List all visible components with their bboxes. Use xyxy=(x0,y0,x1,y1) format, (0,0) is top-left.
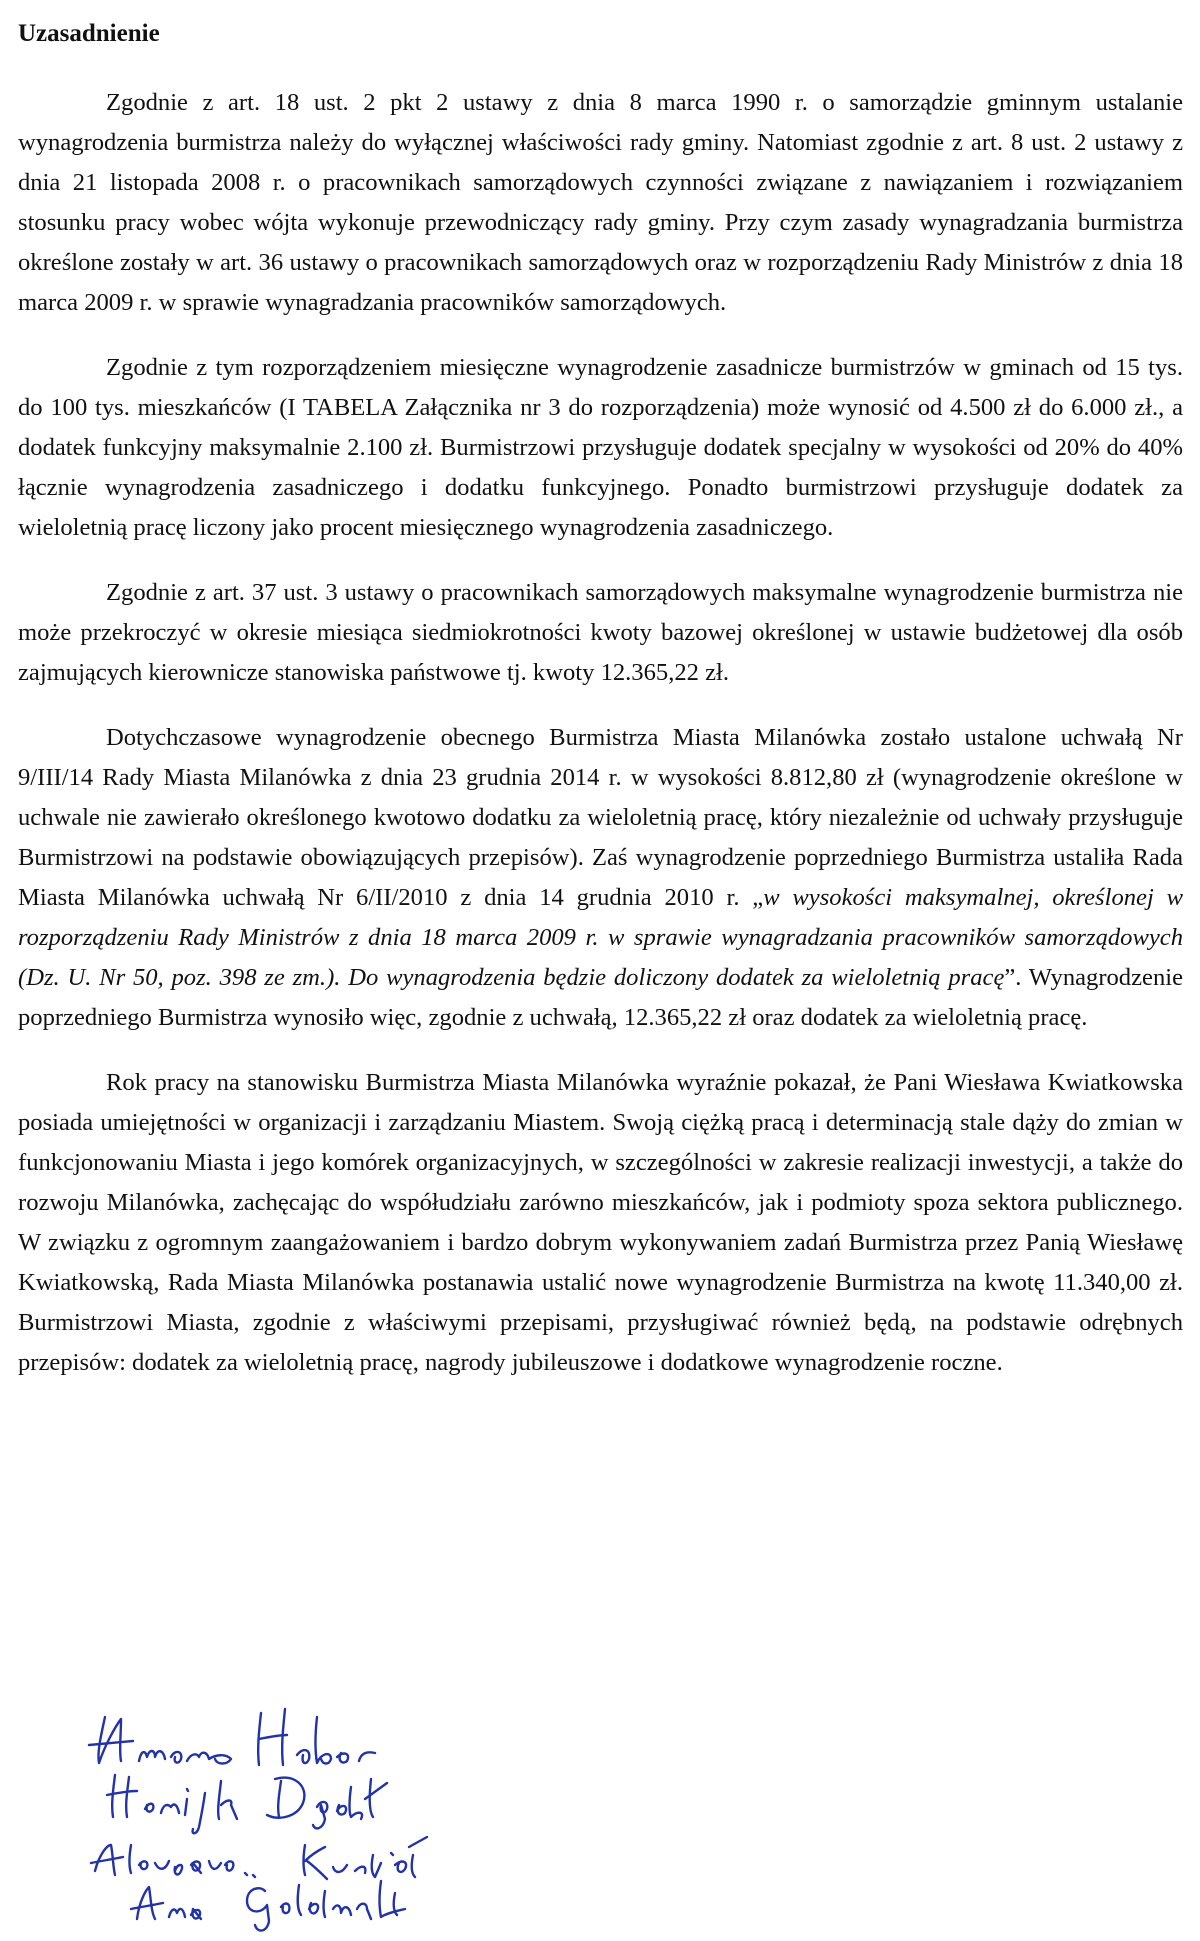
paragraph-legal-basis: Zgodnie z art. 18 ust. 2 pkt 2 ustawy z dnia 8 marca 1990 r. o samorządzie gminnym ustalanie wynagrodzenia burmistrza należy do wyłącznej właściwości rady gminy. Natomiast zgodnie z art. 8 ust. 2 ustawy z dnia 21 listopada 2008 r. o pracownikach samorządowych czynności związane z nawiązaniem i rozwiązaniem stosunku pracy wobec wójta wykonuje przewodniczący rady gminy. Przy czym zasady wynagradzania burmistrza określone zostały w art. 36 ustawy o pracownikach samorządowych oraz w rozporządzeniu Rady Ministrów z dnia 18 marca 2009 r. w sprawie wynagradzania pracowników samorządowych. xyxy=(18,89,1183,316)
signature-4 xyxy=(131,1881,405,1931)
signature-2 xyxy=(107,1775,387,1833)
paragraph-justification: Rok pracy na stanowisku Burmistrza Miasta Milanówka wyraźnie pokazał, że Pani Wiesława Kwiatkowska posiada umiejętności w organizacji i zarządzaniu Miastem. Swoją ciężką pracą i determinacją stale dąży do zmian w funkcjonowaniu Miasta i jego komórek organizacyjnych, w szczególności w zakresie realizacji inwestycji, a także do rozwoju Milanówka, zachęcając do współudziału zarówno mieszkańców, jak i podmioty spoza sektora publicznego. W związku z ogromnym zaangażowaniem i bardzo dobrym wykonywaniem zadań Burmistrza przez Panią Wiesławę Kwiatkowską, Rada Miasta Milanówka postanawia ustalić nowe wynagrodzenie Burmistrza na kwotę 11.340,00 zł. Burmistrzowi Miasta, zgodnie z właściwymi przepisami, przysługiwać również będą, na podstawie odrębnych przepisów: dodatek za wieloletnią pracę, nagrody jubileuszowe i dodatkowe wynagrodzenie roczne. xyxy=(18,1069,1183,1376)
signature-3 xyxy=(91,1837,427,1879)
document-heading: Uzasadnienie xyxy=(18,20,160,47)
signature-1 xyxy=(89,1709,375,1765)
paragraph-previous-salary-ending: ”. Wynagrodzenie poprzedniego Burmistrza wynosiło więc, zgodnie z uchwałą, 12.365,22 zł oraz dodatek za wieloletnią pracę. xyxy=(18,964,1183,1031)
paragraph-previous-salary-text: Dotychczasowe wynagrodzenie obecnego Burmistrza Miasta Milanówka zostało ustalone uchwałą Nr 9/III/14 Rady Miasta Milanówka z dnia 23 grudnia 2014 r. w wysokości 8.812,80 zł (wynagrodzenie określone w uchwale nie zawierało określonego kwotowo dodatku za wieloletnią pracę, który niezależnie od uchwały przysługuje Burmistrzowi na podstawie obowiązujących przepisów). Zaś wynagrodzenie poprzedniego Burmistrza ustaliła Rada Miasta Milanówka uchwałą Nr 6/II/2010 z dnia 14 grudnia 2010 r. „ xyxy=(18,724,1183,911)
handwritten-signatures xyxy=(75,1695,575,1935)
quoted-resolution-text: w wysokości maksymalnej, określonej w rozporządzeniu Rady Ministrów z dnia 18 marca 2009 r. w sprawie wynagradzania pracowników samorządowych (Dz. U. Nr 50, poz. 398 ze zm.). Do wynagrodzenia będzie doliczony dodatek za wieloletnią pracę xyxy=(18,884,1183,991)
paragraph-salary-rules: Zgodnie z tym rozporządzeniem miesięczne wynagrodzenie zasadnicze burmistrzów w gminach od 15 tys. do 100 tys. mieszkańców (I TABELA Załącznika nr 3 do rozporządzenia) może wynosić od 4.500 zł do 6.000 zł., a dodatek funkcyjny maksymalnie 2.100 zł. Burmistrzowi przysługuje dodatek specjalny w wysokości od 20% do 40% łącznie wynagrodzenia zasadniczego i dodatku funkcyjnego. Ponadto burmistrzowi przysługuje dodatek za wieloletnią pracę liczony jako procent miesięcznego wynagrodzenia zasadniczego. xyxy=(18,354,1183,541)
paragraph-previous-salary xyxy=(18,718,1183,1038)
document-body xyxy=(18,14,1183,1383)
paragraph-max-salary: Zgodnie z art. 37 ust. 3 ustawy o pracownikach samorządowych maksymalne wynagrodzenie burmistrza nie może przekroczyć w okresie miesiąca siedmiokrotności kwoty bazowej określonej w ustawie budżetowej dla osób zajmujących kierownicze stanowiska państwowe tj. kwoty 12.365,22 zł. xyxy=(18,579,1183,686)
